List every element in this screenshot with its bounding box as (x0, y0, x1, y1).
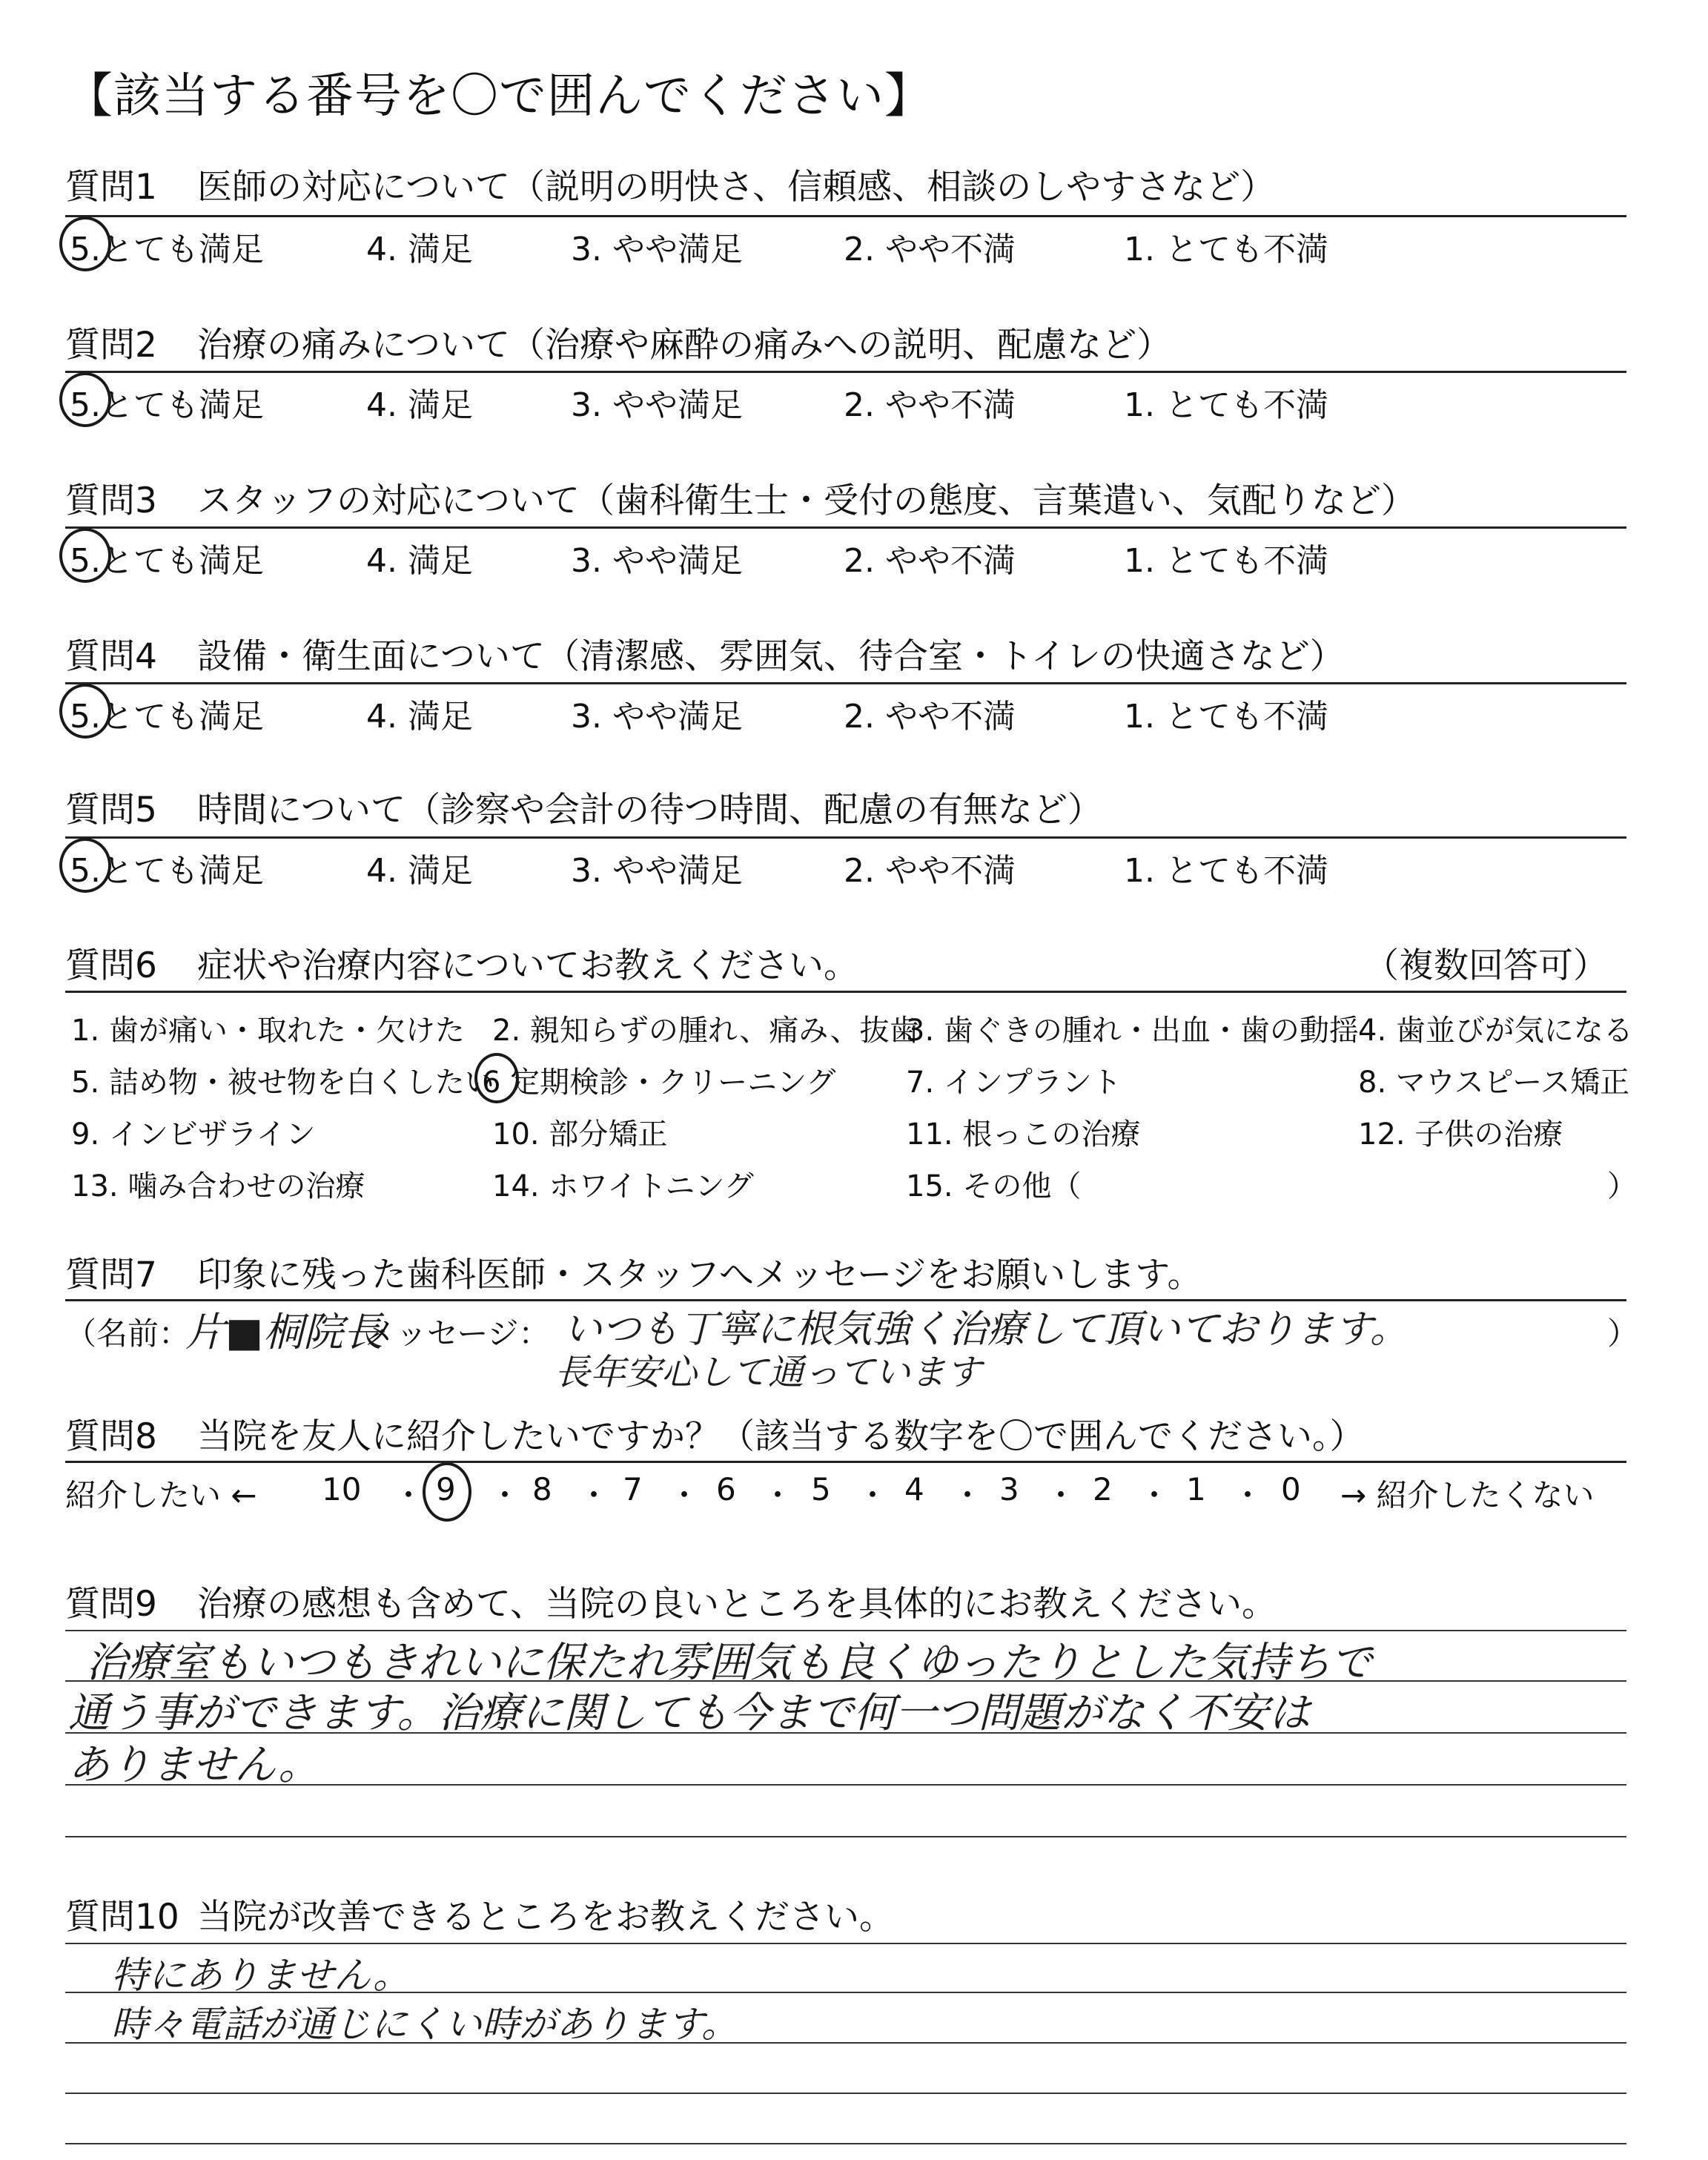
question-1-text: 医師の対応について（説明の明快さ、信頼感、相談のしやすさなど） (197, 167, 1276, 208)
question-2-rule (65, 371, 1626, 373)
q6-option-11[interactable]: 11. 根っこの治療 (906, 1117, 1141, 1152)
question-8-text: 当院を友人に紹介したいですか？（該当する数字を〇で囲んでください。） (197, 1416, 1365, 1457)
q8-dot: ・ (393, 1477, 425, 1513)
q2-option-5[interactable]: 5.とても満足 (70, 386, 264, 424)
q8-scale-7[interactable]: 7 (623, 1471, 643, 1507)
question-4-number: 質問4 (65, 636, 157, 677)
q2-option-1[interactable]: 1. とても不満 (1124, 386, 1328, 424)
q3-selection-circle (59, 528, 111, 583)
q7-close-paren: ） (1607, 1315, 1639, 1352)
question-2-text: 治療の痛みについて（治療や麻酔の痛みへの説明、配慮など） (197, 325, 1172, 366)
question-3-number: 質問3 (65, 480, 157, 521)
question-10-title (65, 1889, 894, 1939)
q6-option-2[interactable]: 2. 親知らずの腫れ、痛み、抜歯 (492, 1014, 919, 1048)
q5-option-2[interactable]: 2. やや不満 (844, 852, 1016, 890)
q9-line-5 (65, 1836, 1626, 1837)
question-8-number: 質問8 (65, 1416, 157, 1457)
q6-option-6[interactable]: 6 定期検診・クリーニング (482, 1066, 836, 1100)
q4-option-5[interactable]: 5.とても満足 (70, 698, 264, 736)
q1-option-4[interactable]: 4. 満足 (366, 231, 473, 268)
question-6-rule (65, 991, 1626, 993)
q7-message-label: メッセージ： (365, 1315, 550, 1352)
q10-line-1 (65, 1943, 1626, 1944)
q5-selection-circle (59, 838, 111, 893)
q4-option-3[interactable]: 3. やや満足 (571, 698, 743, 736)
question-10-number: 質問10 (65, 1897, 179, 1938)
q1-option-2[interactable]: 2. やや不満 (844, 231, 1016, 268)
q8-dot: ・ (1139, 1477, 1171, 1513)
q4-option-4[interactable]: 4. 満足 (366, 698, 473, 736)
q8-scale-6[interactable]: 6 (716, 1471, 736, 1507)
q8-scale-2[interactable]: 2 (1093, 1471, 1113, 1507)
q6-option-12[interactable]: 12. 子供の治療 (1358, 1117, 1563, 1152)
q1-selection-circle (59, 217, 111, 271)
question-1-number: 質問1 (65, 167, 157, 208)
q5-option-4[interactable]: 4. 満足 (366, 852, 473, 890)
q6-option-10[interactable]: 10. 部分矯正 (492, 1117, 668, 1152)
q8-scale-4[interactable]: 4 (904, 1471, 924, 1507)
question-7-number: 質問7 (65, 1255, 157, 1295)
question-1-rule (65, 215, 1626, 217)
q6-option-5[interactable]: 5. 詰め物・被せ物を白くしたい (71, 1066, 494, 1100)
q10-line-4 (65, 2093, 1626, 2094)
q8-scale-1[interactable]: 1 (1186, 1471, 1206, 1507)
question-4-rule (65, 682, 1626, 684)
question-6-text: 症状や治療内容についてお教えください。 (197, 945, 859, 986)
q8-dot: ・ (578, 1477, 610, 1513)
q5-option-1[interactable]: 1. とても不満 (1124, 852, 1328, 890)
question-9-number: 質問9 (65, 1584, 157, 1625)
q8-dot: ・ (1045, 1477, 1077, 1513)
q7-name-label: （名前： (65, 1315, 191, 1352)
q3-option-1[interactable]: 1. とても不満 (1124, 542, 1328, 580)
q8-dot: ・ (1232, 1477, 1264, 1513)
q10-line-5 (65, 2143, 1626, 2144)
question-6-number: 質問6 (65, 945, 157, 986)
q10-answer-line-1[interactable]: 特にありません。 (111, 1954, 410, 1997)
question-10-text: 当院が改善できるところをお教えください。 (197, 1897, 894, 1938)
question-4-text: 設備・衛生面について（清潔感、雰囲気、待合室・トイレの快適さなど） (197, 636, 1345, 677)
q8-scale-5[interactable]: 5 (811, 1471, 831, 1507)
q8-dot: ・ (489, 1477, 521, 1513)
q6-option-7[interactable]: 7. インプラント (906, 1066, 1122, 1100)
q6-option-1[interactable]: 1. 歯が痛い・取れた・欠けた (71, 1014, 465, 1048)
q3-option-4[interactable]: 4. 満足 (366, 542, 473, 580)
q8-dot: ・ (762, 1477, 794, 1513)
q6-option-15-close: ） (1607, 1169, 1637, 1203)
q2-option-2[interactable]: 2. やや不満 (844, 386, 1016, 424)
question-5-number: 質問5 (65, 790, 157, 830)
question-5-text: 時間について（診察や会計の待つ時間、配慮の有無など） (197, 790, 1103, 830)
form-header: 【該当する番号を〇で囲んでください】 (65, 69, 933, 124)
q8-dot: ・ (952, 1477, 984, 1513)
q8-scale-3[interactable]: 3 (999, 1471, 1019, 1507)
q8-right-label: → 紹介したくない (1340, 1477, 1595, 1513)
question-6-title (65, 938, 858, 988)
q2-option-3[interactable]: 3. やや満足 (571, 386, 743, 424)
question-5-rule (65, 836, 1626, 839)
q6-option-15[interactable]: 15. その他（ (906, 1169, 1082, 1203)
q4-option-1[interactable]: 1. とても不満 (1124, 698, 1328, 736)
q6-option-4[interactable]: 4. 歯並びが気になる (1358, 1014, 1633, 1048)
question-7-title (65, 1247, 1202, 1297)
q1-option-5[interactable]: 5.とても満足 (70, 231, 264, 268)
q3-option-5[interactable]: 5.とても満足 (70, 542, 264, 580)
question-2-title (65, 317, 1171, 367)
question-1-title (65, 159, 1275, 209)
q3-option-2[interactable]: 2. やや不満 (844, 542, 1016, 580)
q7-message-line-1[interactable]: いつも丁寧に根気強く治療して頂いております。 (563, 1307, 1409, 1352)
q8-dot: ・ (857, 1477, 889, 1513)
question-3-rule (65, 526, 1626, 529)
q9-answer-line-3[interactable]: ありません。 (68, 1741, 320, 1789)
question-8-title (65, 1409, 1365, 1459)
q3-option-3[interactable]: 3. やや満足 (571, 542, 743, 580)
q8-scale-9[interactable]: 9 (436, 1471, 456, 1507)
question-9-title (65, 1576, 1277, 1626)
question-6-note: （複数回答可） (1364, 945, 1608, 986)
question-2-number: 質問2 (65, 325, 157, 366)
q6-selection-circle (474, 1053, 519, 1103)
question-3-title (65, 473, 1416, 523)
q6-option-3[interactable]: 3. 歯ぐきの腫れ・出血・歯の動揺 (906, 1014, 1359, 1048)
question-8-rule (65, 1461, 1626, 1463)
question-7-text: 印象に残った歯科医師・スタッフへメッセージをお願いします。 (197, 1255, 1202, 1295)
q7-name-value[interactable]: 片■桐院長 (185, 1309, 384, 1355)
q8-dot: ・ (669, 1477, 701, 1513)
q5-option-5[interactable]: 5.とても満足 (70, 852, 264, 890)
q5-option-3[interactable]: 3. やや満足 (571, 852, 743, 890)
question-3-text: スタッフの対応について（歯科衛生士・受付の態度、言葉遣い、気配りなど） (197, 480, 1417, 521)
q9-answer-line-2[interactable]: 通う事ができます。治療に関しても今まで何一つ問題がなく不安は (68, 1689, 1311, 1737)
q6-option-13[interactable]: 13. 噛み合わせの治療 (71, 1169, 365, 1203)
q10-answer-line-2[interactable]: 時々電話が通じにくい時があります。 (111, 2003, 738, 2046)
q1-option-1[interactable]: 1. とても不満 (1124, 231, 1328, 268)
question-4-title (65, 629, 1345, 678)
question-5-title (65, 782, 1102, 832)
q8-scale-8[interactable]: 8 (532, 1471, 552, 1507)
q7-message-line-2[interactable]: 長年安心して通っています (555, 1352, 982, 1393)
q8-scale-0[interactable]: 0 (1281, 1471, 1301, 1507)
q1-option-3[interactable]: 3. やや満足 (571, 231, 743, 268)
q4-option-2[interactable]: 2. やや不満 (844, 698, 1016, 736)
q6-option-8[interactable]: 8. マウスピース矯正 (1358, 1066, 1630, 1100)
q2-option-4[interactable]: 4. 満足 (366, 386, 473, 424)
question-9-text: 治療の感想も含めて、当院の良いところを具体的にお教えください。 (197, 1584, 1277, 1625)
q8-left-label: 紹介したい ← (65, 1477, 257, 1513)
q6-option-14[interactable]: 14. ホワイトニング (492, 1169, 754, 1203)
q4-selection-circle (59, 684, 111, 739)
q6-option-9[interactable]: 9. インビザライン (71, 1117, 316, 1152)
q8-selection-circle (423, 1462, 471, 1522)
q8-scale-10[interactable]: 10 (322, 1471, 362, 1507)
q2-selection-circle (59, 372, 111, 427)
q9-answer-line-1[interactable]: 治療室もいつもきれいに保たれ雰囲気も良くゆったりとした気持ちで (86, 1639, 1372, 1687)
